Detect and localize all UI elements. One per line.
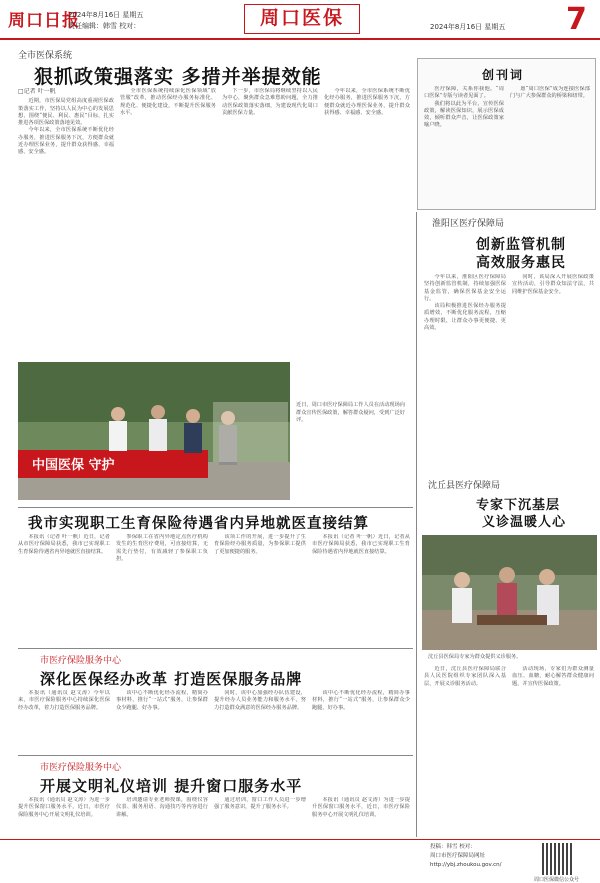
article1-column-3 (222, 88, 318, 358)
footer-editor: 投稿：韩雪 校对： (430, 844, 476, 850)
article-right1-column-2 (512, 274, 594, 504)
article1-headline: 狠抓政策强落实 多措并举提效能 (34, 66, 322, 88)
article2-paragraph: 参保职工在省内异地定点医疗机构发生的生育医疗费用，可直接结算，无需先行垫付，有效减轻了参保职工负担。 (116, 534, 208, 562)
editorial-column-1 (424, 86, 504, 204)
footer-info (430, 843, 501, 870)
article1-column-2 (120, 88, 216, 358)
article-right2-headline-line2: 义诊温暖人心 (482, 515, 567, 530)
article2-column-1 (18, 534, 110, 634)
article1-kicker: 全市医保系统 (18, 51, 73, 61)
article4-column-1 (18, 797, 110, 837)
article2-column-3 (214, 534, 306, 634)
article2-paragraph: 本报讯（记者 叶一帆）近日，记者从市医疗保障局获悉，我市已实现职工生育保险待遇省内异地就医直接结算。 (18, 534, 110, 555)
article2-column-2 (116, 534, 208, 634)
article1-paragraph: 全市医保系统持续深化医保领域“放管服”改革，推动医保经办服务标准化、规范化、便捷化建设，不断提升医保服务水平。 (120, 88, 216, 116)
publication-date: 2024年8月16日 星期五 (430, 23, 506, 31)
article3-paragraph: 同时，该中心加强经办队伍建设，提升经办人员业务能力和服务水平，努力打造群众满意的医保经办服务品牌。 (214, 690, 306, 711)
divider (18, 507, 413, 508)
article3-column-3 (214, 690, 306, 750)
article-right1-kicker: 淮阳区医疗保障局 (432, 219, 505, 229)
banner-text: 中国医保 守护 (32, 458, 115, 473)
article4-headline: 开展文明礼仪培训 提升窗口服务水平 (40, 777, 303, 795)
article3-column-4 (312, 690, 410, 750)
divider (18, 755, 413, 756)
article3-paragraph: 该中心不断优化经办流程，精简办事材料，推行“一站式”服务，让参保群众少跑腿、好办事。 (312, 690, 410, 711)
editorial-column-2 (510, 86, 590, 204)
article2-paragraph: 该项工作的开展，进一步提升了生育保险经办服务质量，为参保职工提供了更加便捷的服务。 (214, 534, 306, 555)
article-right1-paragraph: 同时，该局深入开展医保政策宣传活动，引导群众知法守法，共同维护医保基金安全。 (512, 274, 594, 295)
article-right1-column-1 (424, 274, 506, 504)
divider (18, 648, 413, 649)
qr-code-icon (542, 843, 574, 875)
free-clinic-photo (422, 535, 597, 650)
article3-column-2 (116, 690, 208, 750)
article-right2-paragraph: 近日，沈丘县医疗保障局联合县人民医院组织专家团队深入基层，开展义诊服务活动。 (424, 666, 506, 687)
article-right1-paragraph: 该局积极推进医保经办服务提质增效，不断优化服务流程，压缩办理时限，让群众办事更便捷、更高效。 (424, 303, 506, 332)
free-clinic-caption: 沈丘县医保局专家为群众提供义诊服务。 (428, 654, 522, 660)
article1-byline: □记者 叶一帆 (18, 88, 56, 95)
article2-column-4 (312, 534, 410, 634)
footer-rule (0, 839, 600, 840)
promotion-event-photo (18, 362, 290, 500)
article4-paragraph: 培训邀请专业老师授课，围绕仪容仪表、服务用语、沟通技巧等内容进行讲解。 (116, 797, 208, 818)
editorial-paragraph: 我们将以此为平台，宣传医保政策，解读医保知识，展示医保成效，倾听群众声音，让医保政策家喻户晓。 (424, 100, 504, 129)
article3-headline: 深化医保经办改革 打造医保服务品牌 (40, 670, 303, 688)
article-right2-column-1 (424, 666, 506, 836)
article2-paragraph: 本报讯（记者 叶一帆）近日，记者从市医疗保障局获悉，我市已实现职工生育保险待遇省内异地就医直接结算。 (312, 534, 410, 555)
promotion-event-caption: 近日，周口市医疗保障局工作人员在活动现场向群众宣传医保政策，解答群众疑问，受到广泛好评。 (296, 402, 405, 423)
article1-paragraph: 今年以来，全市医保系统不断优化经办服务，推进医保服务下沉，方便群众就近办理医保业务，提升群众获得感、幸福感、安全感。 (324, 88, 410, 116)
footer-site-url[interactable]: http://ybj.zhoukou.gov.cn/ (430, 862, 502, 868)
article3-column-1 (18, 690, 110, 750)
editorial-paragraph: 医疗保障，关系你我他。“周口医保”专版与读者见面了。 (424, 86, 504, 100)
article-right1-headline-line1: 创新监管机制 (476, 237, 566, 253)
column-divider (416, 212, 417, 837)
article1-paragraph: 今年以来，全市医保系统不断优化经办服务，推进医保服务下沉，方便群众就近办理医保业务，提升群众获得感、幸福感、安全感。 (18, 127, 114, 156)
editorial-title: 创刊词 (482, 68, 525, 82)
article3-kicker: 市医疗保险服务中心 (40, 656, 122, 666)
article1-paragraph: 下一步，市医保局将继续坚持以人民为中心，聚焦群众急难愁盼问题，全力推动医保政策落实落细，为建设现代化周口贡献医保力量。 (222, 88, 318, 116)
article-right1-paragraph: 今年以来，淮阳区医疗保障局坚持创新监管机制，持续加强医保基金监管，确保医保基金安全运行。 (424, 274, 506, 302)
article3-paragraph: 该中心不断优化经办流程，精简办事材料，推行“一站式”服务，让参保群众少跑腿、好办事。 (116, 690, 208, 711)
article4-column-2 (116, 797, 208, 837)
edition-line: 2024年8月16日 星期五 (68, 11, 144, 19)
article4-paragraph: 本报讯（通讯员 赵文涛）为进一步提升医保窗口服务水平，近日，市医疗保险服务中心开展文明礼仪培训。 (18, 797, 110, 818)
article-right2-kicker: 沈丘县医疗保障局 (428, 481, 501, 491)
article1-column-4 (324, 88, 410, 358)
editor-line: 责任编辑：韩雪 校对： (68, 22, 141, 30)
article2-headline: 我市实现职工生育保险待遇省内异地就医直接结算 (28, 515, 369, 532)
editorial-paragraph: 愿“周口医保”成为连接医保部门与广大参保群众的桥梁和纽带。 (510, 86, 590, 100)
article3-paragraph: 本报讯（通讯员 赵文涛）今年以来，市医疗保险服务中心持续深化医保经办改革，着力打造医保服务品牌。 (18, 690, 110, 711)
qr-code-label: 周口医保微信公众号 (534, 877, 580, 883)
masthead (0, 0, 600, 40)
article4-paragraph: 通过培训，窗口工作人员进一步增强了服务意识，提升了服务水平。 (214, 797, 306, 811)
article4-column-3 (214, 797, 306, 837)
article4-column-4 (312, 797, 410, 837)
article4-kicker: 市医疗保险服务中心 (40, 763, 122, 773)
article-right1-headline-line2: 高效服务惠民 (476, 255, 566, 271)
page-number: 7 (566, 2, 587, 37)
article1-paragraph: 近期，市医保局党组高度重视医保政策落实工作，坚持以人民为中心的发展思想，围绕“便民、利民、惠民”目标，扎实推进各项医保政策落地见效。 (18, 98, 114, 127)
article-right2-paragraph: 活动现场，专家们为群众测量血压、血糖，耐心解答群众健康问题，并宣传医保政策。 (512, 666, 594, 687)
article1-column-1 (18, 88, 114, 358)
article-right2-column-2 (512, 666, 594, 836)
article-right2-headline-line1: 专家下沉基层 (476, 498, 561, 513)
article4-paragraph: 本报讯（通讯员 赵文涛）为进一步提升医保窗口服务水平，近日，市医疗保险服务中心开展文明礼仪培训。 (312, 797, 410, 818)
footer-site-label: 周口市医疗保障局网址 (430, 853, 486, 859)
section-title: 周口医保 (244, 4, 360, 34)
newspaper-logo: 周口日报 (8, 11, 80, 31)
